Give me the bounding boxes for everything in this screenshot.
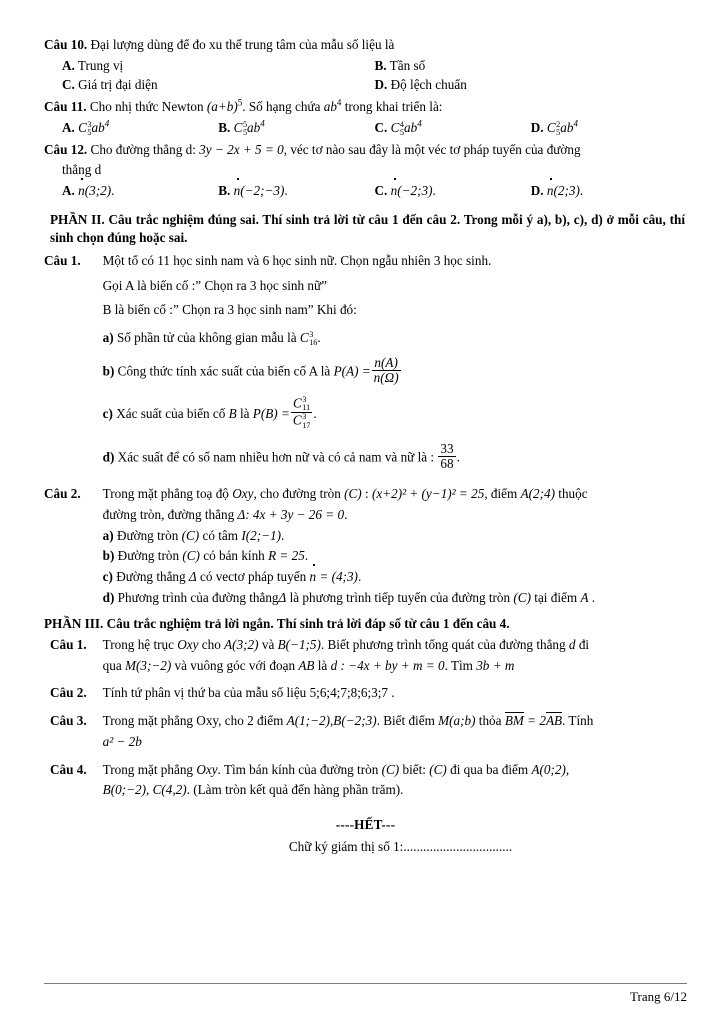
option-11-A-key: A. xyxy=(62,119,75,135)
part3-q3-vector-ab: AB xyxy=(545,713,563,729)
part2-q2-line2-a: đường tròn, đường thẳng xyxy=(102,506,235,522)
question-12-stem-line2: thẳng d xyxy=(62,162,102,178)
option-12-D-vector: n xyxy=(547,182,554,201)
part2-q1-item-c-tag: c) xyxy=(102,405,113,421)
option-10-B-key: B. xyxy=(374,57,387,73)
option-11-B-value: C 5 5 $ab^4$ xyxy=(233,118,265,137)
part3-q4-line1 xyxy=(103,761,687,780)
part2-q2-line1-e: thuộc xyxy=(558,486,588,502)
part2-q2-item-d-end: . xyxy=(591,589,596,605)
option-10-B-text: Tần số xyxy=(389,57,426,73)
option-11-B[interactable] xyxy=(218,119,374,138)
part2-q2-item-b[interactable] xyxy=(103,547,687,566)
question-11-term: $ab^4$ xyxy=(323,97,342,115)
option-12-C-args: (−2;3) xyxy=(397,183,433,199)
part3-q1-oxy: Oxy xyxy=(177,636,199,652)
part2-q2-line1-d: , điểm xyxy=(484,486,518,502)
part3-q4-line2 xyxy=(103,781,687,800)
part3-q3-line1-c: thỏa xyxy=(478,713,502,729)
part3-q1-line2 xyxy=(103,657,687,676)
part2-q2-item-c-delta: Δ xyxy=(188,569,197,585)
part2-q1-item-d[interactable] xyxy=(102,441,687,473)
option-10-C-key: C. xyxy=(62,77,75,93)
question-10-label: Câu 10. xyxy=(44,37,88,52)
part2-q2-item-d-text-a: Phương trình của đường thẳng xyxy=(117,589,279,605)
part3-q1-line1 xyxy=(103,636,687,655)
part2-q2-item-c-normal-vector: n xyxy=(309,568,316,587)
part2-q2-circle-equation: (x+2)² + (y−1)² = 25 xyxy=(371,486,485,502)
option-10-C-text: Giá trị đại diện xyxy=(78,77,158,93)
option-12-C-dot: . xyxy=(432,183,436,199)
option-12-D-dot: . xyxy=(579,183,584,199)
option-10-A-text: Trung vị xyxy=(77,57,124,73)
part3-q4-point-b: B(0;−2), xyxy=(102,782,150,798)
part2-q2-item-d-text-b: là phương trình tiếp tuyến của đường tròn xyxy=(289,589,511,605)
part3-q1-segment-ab: AB xyxy=(298,657,315,673)
option-12-A-vector: n xyxy=(78,182,85,201)
part3-q3-line1-b: . Biết điểm xyxy=(376,713,435,729)
part2-q2-item-c-text-a: Đường thẳng xyxy=(116,569,186,585)
part3-question-3-label: Câu 3. xyxy=(50,713,87,729)
part2-q2-line2 xyxy=(103,506,687,525)
part3-q4-line1-f: đi qua ba điểm xyxy=(450,761,529,777)
option-10-B[interactable] xyxy=(375,57,688,76)
option-11-C[interactable] xyxy=(375,119,531,138)
part3-q4-line1-d: biết: xyxy=(402,761,426,777)
part3-question-3 xyxy=(50,712,687,753)
part2-question-2 xyxy=(44,485,687,609)
part2-q1-item-c-lhs: P(B) = xyxy=(252,405,290,421)
question-12-stem-b: , véc tơ nào sau đây là một véc tơ pháp tuyến của đường xyxy=(283,141,581,157)
part2-q1-item-c-fraction: C 3 11 C 3 17 xyxy=(292,394,311,430)
part2-q2-line2-b: . xyxy=(344,506,348,522)
option-12-C-vector: n xyxy=(391,182,398,201)
part2-q1-item-c-text-a: Xác suất của biến cố xyxy=(116,405,226,421)
part3-q3-target-expression: a² − 2b xyxy=(102,733,142,749)
part3-q1-point-a: A(3;2) xyxy=(224,636,259,652)
part2-q1-line2: Gọi A là biến cố :” Chọn ra 3 học sinh nữ” xyxy=(102,277,327,293)
question-10-options-row-2 xyxy=(62,76,687,95)
part2-q2-item-a[interactable] xyxy=(103,527,687,546)
end-marker: ----HẾT--- xyxy=(335,817,396,833)
part3-q3-comma: , xyxy=(329,713,334,729)
option-12-B-vector: n xyxy=(234,182,241,201)
question-11-label: Câu 11. xyxy=(44,99,87,115)
part2-q2-item-b-radius: R = 25 xyxy=(268,548,305,564)
part2-q2-point-a: A(2;4) xyxy=(520,486,555,502)
question-11-stem-b: . Số hạng chứa xyxy=(242,99,321,115)
option-12-A-key: A. xyxy=(62,183,75,199)
part2-q1-item-c-end: . xyxy=(313,405,317,421)
part2-q1-item-d-end: . xyxy=(456,449,460,465)
part2-q2-item-d-text-c: tại điểm xyxy=(534,589,578,605)
part3-q1-equation: d : −4x + by + m = 0 xyxy=(330,657,445,673)
part3-q4-line1-a: Trong mặt phẳng xyxy=(102,761,194,777)
part2-q1-line1: Một tổ có 11 học sinh nam và 6 học sinh nữ. Chọn ngẫu nhiên 3 học sinh. xyxy=(102,252,492,268)
part2-q1-item-a-tag: a) xyxy=(102,330,114,346)
part2-q2-item-b-text-a: Đường tròn xyxy=(117,548,180,564)
page-footer xyxy=(44,983,687,1006)
option-12-A-dot: . xyxy=(111,183,115,199)
part3-q1-target-expression: 3b + m xyxy=(476,657,515,673)
part3-q1-line1-d: . Biết phương trình tổng quát của đường thẳng xyxy=(320,636,566,652)
part3-q3-equals-two: = 2 xyxy=(527,713,546,729)
option-10-D[interactable] xyxy=(375,76,688,95)
option-12-C-key: C. xyxy=(374,183,388,199)
option-11-B-key: B. xyxy=(218,119,231,135)
question-12-label: Câu 12. xyxy=(44,141,88,157)
part2-q2-delta-equation: Δ: 4x + 3y − 26 = 0 xyxy=(237,506,345,522)
part3-q1-line2-b: và vuông góc với đoạn xyxy=(174,657,296,673)
part2-q2-item-a-c: (C) xyxy=(181,527,200,543)
question-12-equation: 3y − 2x + 5 = 0 xyxy=(199,141,284,157)
part3-q1-point-m: M(3;−2) xyxy=(124,657,172,673)
part3-q1-line2-c: là xyxy=(317,657,328,673)
part2-q2-item-c[interactable] xyxy=(103,568,687,587)
part2-q2-colon: : xyxy=(365,486,369,502)
part3-question-4 xyxy=(50,761,687,802)
part3-q3-line1-d: . Tính xyxy=(562,713,594,729)
part2-q2-item-d-point: A xyxy=(580,589,589,605)
question-12-stem-a: Cho đường thẳng d: xyxy=(90,141,196,157)
option-12-A-args: (3;2) xyxy=(84,183,112,199)
question-10-options-row-1 xyxy=(62,57,687,76)
part2-q1-line3: B là biến cố :” Chọn ra 3 học sinh nam” Khi đó: xyxy=(102,302,357,318)
part3-q3-vector-bm: BM xyxy=(504,713,524,729)
option-12-B[interactable] xyxy=(218,182,374,201)
part3-q4-point-c: C(4,2) xyxy=(152,782,187,798)
part2-q1-item-c-text-b: là xyxy=(239,405,250,421)
part2-q1-item-a[interactable] xyxy=(103,329,687,348)
option-12-B-dot: . xyxy=(284,183,288,199)
part-2-heading: PHẦN II. Câu trắc nghiệm đúng sai. Thí sinh trả lời từ câu 1 đến câu 2. Trong mỗi ý a), b), c), d) ở mỗi câu, thí sinh chọn đúng hoặc sai. xyxy=(50,211,685,246)
part3-q2-text: Tính tứ phân vị thứ ba của mẫu số liệu 5;6;4;7;8;6;3;7 . xyxy=(102,685,395,701)
part2-q2-line1 xyxy=(103,485,687,504)
option-11-D[interactable] xyxy=(531,119,687,138)
part3-q1-line2-a: qua xyxy=(102,657,122,673)
option-12-B-args: (−2;−3) xyxy=(240,183,285,199)
part2-q2-item-c-tag: c) xyxy=(102,569,113,585)
part2-q1-item-b[interactable] xyxy=(102,354,687,387)
part3-q3-point-b: B(−2;3) xyxy=(333,713,377,729)
part2-q2-oxy: Oxy xyxy=(232,486,254,502)
option-11-D-key: D. xyxy=(530,119,544,135)
part2-q2-item-d[interactable] xyxy=(103,589,687,608)
question-11 xyxy=(44,98,687,117)
part3-q1-line-d-var: d xyxy=(568,636,576,652)
signature-line: Chữ ký giám thị số 1:................................. xyxy=(288,838,513,854)
part3-q4-point-a: A(0;2), xyxy=(531,761,570,777)
part2-q1-item-b-text: Công thức tính xác suất của biến cố A là xyxy=(117,363,331,379)
page-number: Trang 6/12 xyxy=(630,988,687,1004)
part2-q1-item-a-comb: C 3 16 xyxy=(299,329,318,348)
part3-q3-point-a: A(1;−2) xyxy=(286,713,330,729)
part3-q1-line1-a: Trong hệ trục xyxy=(102,636,174,652)
option-11-A[interactable] xyxy=(62,119,218,138)
part2-q1-item-d-text: Xác suất để có số nam nhiều hơn nữ và có cả nam và nữ là : xyxy=(117,449,435,465)
option-11-D-value: C 2 5 $ab^4$ xyxy=(546,118,578,137)
part-3-heading: PHẦN III. Câu trắc nghiệm trả lời ngắn. Thí sinh trả lời đáp số từ câu 1 đến câu 4. xyxy=(44,615,510,631)
footer-divider xyxy=(44,983,687,984)
part2-q2-item-d-tag: d) xyxy=(102,589,115,605)
part2-q1-item-d-tag: d) xyxy=(102,449,115,465)
part3-q4-line1-b: . Tìm bán kính của đường tròn xyxy=(217,761,379,777)
part2-q2-item-a-center: I(2;−1) xyxy=(241,527,281,543)
part2-q2-item-a-text-a: Đường tròn xyxy=(116,527,179,543)
part3-q3-line2 xyxy=(103,733,687,752)
option-12-D-args: (2;3) xyxy=(553,183,580,199)
option-12-A[interactable] xyxy=(62,182,218,201)
part2-q2-circle-c: (C) xyxy=(344,486,362,502)
part2-q1-item-b-fraction: $\frac{n(A)}{n(\Omega)}$ xyxy=(373,354,399,385)
part2-q2-item-d-delta: Δ xyxy=(278,589,287,605)
option-11-C-key: C. xyxy=(374,119,388,135)
part3-q4-line2-tail: . (Làm tròn kết quả đến hàng phần trăm). xyxy=(186,782,404,798)
part3-q3-line1 xyxy=(103,712,687,731)
part3-question-1-label: Câu 1. xyxy=(50,636,87,652)
part3-q3-line1-a: Trong mặt phẳng Oxy, cho 2 điểm xyxy=(102,713,284,729)
question-10-stem: Đại lượng dùng để đo xu thế trung tâm của mẫu số liệu là xyxy=(90,37,395,52)
part3-question-2-label: Câu 2. xyxy=(50,685,87,701)
part2-q2-item-c-end: . xyxy=(357,569,362,585)
part3-q1-line1-c: và xyxy=(261,636,275,652)
part3-question-2 xyxy=(50,684,687,705)
part3-q4-oxy: Oxy xyxy=(196,761,218,777)
part2-q2-line1-b: , cho đường tròn xyxy=(253,486,341,502)
part2-q1-item-b-tag: b) xyxy=(102,363,115,379)
option-10-A-key: A. xyxy=(62,57,75,73)
question-10 xyxy=(44,36,687,55)
option-11-A-value: C 3 5 $ab^4$ xyxy=(78,118,110,137)
option-10-A[interactable] xyxy=(62,57,375,76)
part2-q1-item-c-var: B xyxy=(228,405,237,421)
part2-q2-item-b-tag: b) xyxy=(102,548,115,564)
question-12-options xyxy=(62,182,687,201)
part2-q2-item-a-tag: a) xyxy=(102,527,114,543)
part3-q1-line2-d: . Tìm xyxy=(444,657,473,673)
part2-q2-item-a-text-b: có tâm xyxy=(202,527,239,543)
part2-q1-item-d-fraction: $\frac{33}{68}$ xyxy=(440,441,454,472)
part2-q2-item-b-c: (C) xyxy=(182,548,200,564)
option-10-C[interactable] xyxy=(62,76,375,95)
part2-q2-item-c-value: = (4;3) xyxy=(319,569,358,585)
part2-question-2-label: Câu 2. xyxy=(44,486,81,502)
part2-q2-item-a-end: . xyxy=(280,527,285,543)
part2-q1-item-c[interactable] xyxy=(102,394,687,432)
option-12-D[interactable] xyxy=(531,182,687,201)
part3-q1-point-b: B(−1;5) xyxy=(277,636,321,652)
part2-q1-item-a-end: . xyxy=(317,330,321,346)
part2-q2-item-c-text-b: có vectơ pháp tuyến xyxy=(199,569,307,585)
question-11-stem-a: Cho nhị thức Newton xyxy=(89,99,204,115)
part2-q2-line1-a: Trong mặt phẳng toạ độ xyxy=(102,486,229,502)
part3-q3-point-m: M(a;b) xyxy=(438,713,476,729)
option-11-C-value: C 4 5 $ab^4$ xyxy=(390,118,422,137)
part2-q1-item-a-text: Số phần tử của không gian mẫu là xyxy=(116,330,297,346)
option-10-D-text: Độ lệch chuẩn xyxy=(390,77,467,93)
part3-q1-line1-b: cho xyxy=(201,636,221,652)
part3-q4-circle-c: (C) xyxy=(381,761,400,777)
part2-q2-item-b-end: . xyxy=(304,548,309,564)
part3-q1-line1-e: đi xyxy=(578,636,590,652)
option-12-C[interactable] xyxy=(375,182,531,201)
part3-q4-circle-c2: (C) xyxy=(429,761,447,777)
option-12-D-key: D. xyxy=(530,183,544,199)
part2-question-1-label: Câu 1. xyxy=(44,252,81,268)
part2-q1-item-b-lhs: P(A) = xyxy=(333,363,371,379)
part3-question-1 xyxy=(50,636,687,677)
part2-q2-item-d-c: (C) xyxy=(513,589,531,605)
option-10-D-key: D. xyxy=(374,77,388,93)
part2-question-1 xyxy=(44,252,687,475)
question-11-binomial: $(a+b)^5$ xyxy=(206,97,243,115)
question-11-stem-c: trong khai triển là: xyxy=(344,99,443,115)
part2-q2-item-b-text-b: có bán kính xyxy=(203,548,265,564)
part3-question-4-label: Câu 4. xyxy=(50,761,87,777)
option-12-B-key: B. xyxy=(218,183,231,199)
question-12 xyxy=(44,141,687,160)
question-11-options xyxy=(62,119,687,138)
